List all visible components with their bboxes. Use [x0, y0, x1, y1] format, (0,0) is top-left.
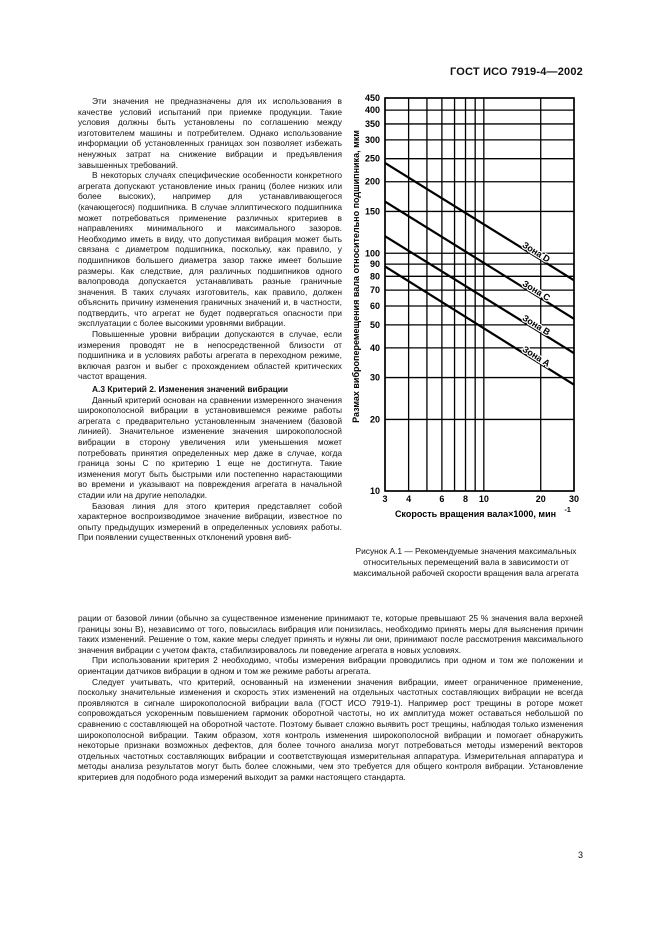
- y-tick-label: 100: [364, 248, 380, 259]
- paragraph: Эти значения не предназначены для их использования в качестве условий испытаний при приемке продукции. Такие условия должны быть установлены по соглашению между изготовителем машины и потребителем. Однако использование информации об установленных границах зон позволяет избежать ненужных затрат на снижение вибрации и предъявления завышенных требований.: [78, 96, 342, 170]
- full-width-text: [78, 613, 583, 783]
- paragraph: При использовании критерия 2 необходимо, чтобы измерения вибрации проводились при одном и том же положении и ориентации датчиков вибрации в одном и том же режиме работы агрегата.: [78, 655, 583, 676]
- zone-label: Зона А: [520, 344, 552, 369]
- x-tick-label: 10: [478, 494, 489, 504]
- figure-caption: Рисунок А.1 — Рекомендуемые значения максимальных относительных перемещений вала в зависимости от максимальной рабочей скорости вращения вала агрегата: [353, 546, 579, 578]
- y-tick-label: 450: [364, 93, 380, 103]
- paragraph: Повышенные уровни вибрации допускаются в случае, если измерения проводят не в непосредственной близости от подшипника и в условиях работы агрегата в переходном режиме, включая разгон и выбег с прохождением областей критических частот вращения.: [78, 329, 342, 382]
- y-tick-label: 90: [369, 259, 380, 270]
- y-tick-label: 50: [369, 319, 380, 330]
- y-tick-label: 30: [369, 372, 380, 383]
- y-tick-label: 60: [369, 301, 380, 312]
- y-tick-label: 150: [364, 206, 380, 217]
- y-tick-label: 400: [364, 105, 380, 116]
- zone-label: Зона С: [520, 278, 552, 303]
- y-tick-label: 20: [369, 414, 380, 425]
- y-tick-label: 250: [364, 153, 380, 164]
- y-tick-label: 80: [369, 271, 380, 282]
- paragraph: Данный критерий основан на сравнении измеренного значения широкополосной вибрации в установившемся режиме работы агрегата с предварительно установленным значением (базовой линией). Значительное изменение значения широкополосной вибрации в сторону увеличения или уменьшения может потребовать принятия определенных мер даже в случае, когда граница зоны С по критерию 1 еще не достигнута. Такие изменения могут быть быстрыми или постепенно нарастающими во времени и указывают на повреждения агрегата в начальной стадии или на другие неполадки.: [78, 394, 342, 500]
- y-axis-label: Размах виброперемещения вала относительно подшипника, мкм: [351, 130, 361, 423]
- y-tick-label: 350: [364, 118, 380, 129]
- paragraph: В некоторых случаях специфические особенности конкретного агрегата допускают установление иных границ (более низких или более высоких), например для устанавливающегося (качающегося) подшипника. В случае эллиптического подшипника может потребоваться применение различных критериев в направлениях минимального и максимального зазоров. Необходимо иметь в виду, что допустимая вибрация может быть связана с диаметром подшипника, поскольку, как правило, у подшипников большего диаметра зазор также имеет большие размеры. Как следствие, для различных подшипников одного валопровода допускается устанавливать разные граничные значения. В таких случаях изготовитель, как правило, должен объяснить причину изменения граничных значений и, в частности, подтвердить, что агрегат не будет подвергаться опасности при эксплуатации с более высокими уровнями вибрации.: [78, 170, 342, 329]
- x-tick-label: 20: [535, 494, 546, 504]
- x-tick-label: 4: [406, 494, 412, 504]
- x-axis-label-sup: -1: [564, 507, 571, 514]
- zone-label: Зона В: [520, 312, 552, 338]
- y-tick-label: 300: [364, 134, 380, 145]
- x-tick-label: 6: [439, 494, 445, 504]
- y-tick-label: 40: [369, 342, 380, 353]
- document-header: ГОСТ ИСО 7919-4—2002: [449, 66, 583, 78]
- chart-lines: [385, 163, 574, 385]
- x-axis-label: Скорость вращения вала×1000, мин: [394, 509, 557, 519]
- y-tick-label: 200: [364, 176, 380, 187]
- paragraph: Следует учитывать, что критерий, основанный на изменении значения вибрации, имеет ограниченное применение, поскольку значительные изменения и скорость этих изменений на отдельных частотных составляющих вибрации не всегда проявляются в сигнале широкополосной вибрации вала (ГОСТ ИСО 7919-1). Например рост трещины в роторе может сопровождаться ускоренным повышением гармоник оборотной частоты, но их амплитуда может оставаться небольшой по сравнению с составляющей на оборотной частоте. Поэтому бывает сложно выявить рост трещины, наблюдая только изменения широкополосной вибрации. Таким образом, хотя контроль изменения широкополосной вибрации и помогает обнаружить некоторые признаки возможных дефектов, для более точного анализа могут потребоваться методы измерений векторов отдельных частотных составляющих вибрации и соответствующая измерительная аппаратура. Измерительная аппаратура и методы анализа результатов могут быть более сложными, чем это требуется для общего контроля вибрации. Установление критериев для подобного рода измерений выходит за рамки настоящего стандарта.: [78, 676, 583, 782]
- y-tick-label: 10: [369, 486, 380, 496]
- section-title: А.3 Критерий 2. Изменения значений вибрации: [92, 384, 289, 395]
- paragraph: Базовая линия для этого критерия представляет собой характерное воспроизводимое значение вибрации, известное по опыту предыдущих измерений в определенных условиях работы. При появлении существенных отклонений уровня виб-: [78, 500, 342, 543]
- figure-chart: [346, 88, 586, 528]
- left-column: [78, 96, 342, 543]
- x-tick-label: 3: [382, 494, 388, 504]
- x-tick-label: 30: [568, 494, 580, 504]
- zone-label: Зона D: [520, 239, 552, 265]
- paragraph: рации от базовой линии (обычно за существенное изменение принимают те, которые превышают 25 % значения вала верхней границы зоны В), независимо от того, повысилась вибрация или понизилась, необходимо принять меры для выяснения причин таких изменений. Решение о том, какие меры следует принять и нужны ли они, принимают после рассмотрения максимального значения вибрации с учетом факта, стабилизировалось ли поведение агрегата в новых условиях.: [78, 613, 583, 655]
- page-number: 3: [577, 850, 583, 860]
- x-tick-label: 8: [463, 494, 469, 504]
- y-tick-label: 70: [369, 285, 380, 296]
